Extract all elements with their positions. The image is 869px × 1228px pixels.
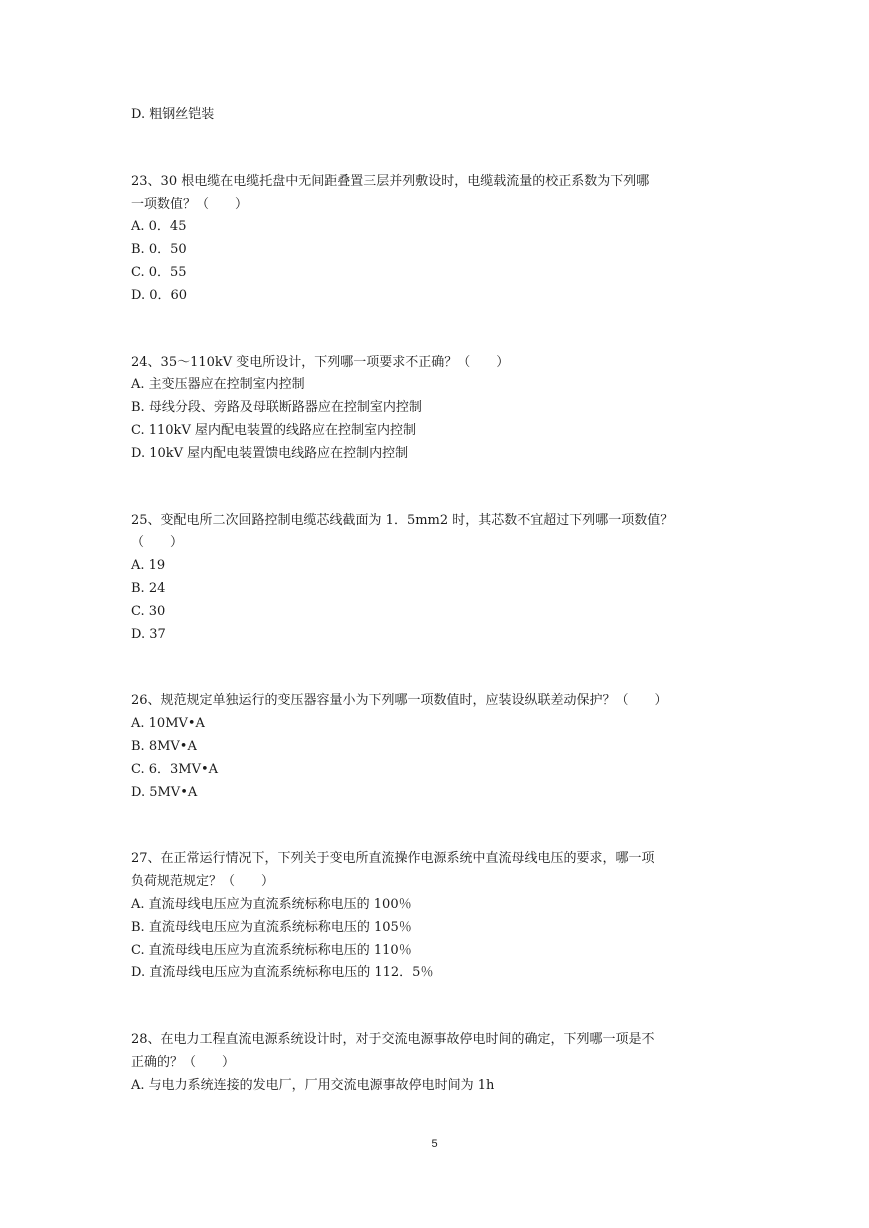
question-text: （ ） bbox=[131, 535, 184, 551]
option-line: B. 直流母线电压应为直流系统标称电压的 105％ bbox=[131, 919, 412, 935]
spacer bbox=[131, 466, 741, 510]
page-number: 5 bbox=[431, 1138, 438, 1150]
question-text: 负荷规范规定？（ ） bbox=[131, 874, 275, 890]
question-24 bbox=[131, 352, 741, 466]
option-line: C. 110kV 屋内配电装置的线路应在控制室内控制 bbox=[131, 422, 416, 438]
question-text: 28、在电力工程直流电源系统设计时，对于交流电源事故停电时间的确定，下列哪一项是不 bbox=[131, 1032, 655, 1048]
question-27 bbox=[131, 848, 741, 985]
option-line: D. 5MV•A bbox=[131, 784, 198, 800]
option-line: A. 直流母线电压应为直流系统标称电压的 100％ bbox=[131, 896, 412, 912]
option-line: A. 10MV•A bbox=[131, 716, 205, 732]
option-line: C. 6．3MV•A bbox=[131, 761, 219, 777]
spacer bbox=[131, 308, 741, 352]
option-line: D. 0．60 bbox=[131, 287, 188, 303]
option-line: A. 19 bbox=[131, 558, 166, 574]
option-line: A. 与电力系统连接的发电厂，厂用交流电源事故停电时间为 1h bbox=[131, 1077, 495, 1093]
question-text: 24、35～110kV 变电所设计，下列哪一项要求不正确？（ ） bbox=[131, 354, 510, 370]
option-line: C. 直流母线电压应为直流系统标称电压的 110％ bbox=[131, 942, 412, 958]
question-text: 正确的？（ ） bbox=[131, 1054, 236, 1070]
option-line: D. 37 bbox=[131, 626, 166, 642]
spacer bbox=[131, 985, 741, 1029]
question-text: 一项数值？（ ） bbox=[131, 196, 249, 212]
option-line: C. 0．55 bbox=[131, 264, 187, 280]
question-23 bbox=[131, 171, 741, 308]
question-text: 27、在正常运行情况下，下列关于变电所直流操作电源系统中直流母线电压的要求，哪一项 bbox=[131, 851, 655, 867]
option-line: C. 30 bbox=[131, 603, 166, 619]
option-line: B. 24 bbox=[131, 580, 166, 596]
option-line: D. 直流母线电压应为直流系统标称电压的 112．5％ bbox=[131, 965, 434, 981]
question-26 bbox=[131, 690, 741, 804]
option-line: B. 0．50 bbox=[131, 242, 187, 258]
question-25 bbox=[131, 510, 741, 647]
option-line: D. 10kV 屋内配电装置馈电线路应在控制内控制 bbox=[131, 445, 409, 461]
option-line: A. 0．45 bbox=[131, 219, 187, 235]
option-line: A. 主变压器应在控制室内控制 bbox=[131, 377, 305, 393]
document-body bbox=[131, 104, 741, 1098]
option-line: D. 粗钢丝铠装 bbox=[131, 107, 215, 122]
spacer bbox=[131, 804, 741, 848]
question-text: 26、规范规定单独运行的变压器容量小为下列哪一项数值时，应装设纵联差动保护？（ ） bbox=[131, 693, 668, 709]
spacer bbox=[131, 127, 741, 171]
question-28 bbox=[131, 1029, 741, 1097]
spacer bbox=[131, 646, 741, 690]
option-line: B. 母线分段、旁路及母联断路器应在控制室内控制 bbox=[131, 400, 422, 416]
question-text: 25、变配电所二次回路控制电缆芯线截面为 1．5mm2 时，其芯数不宜超过下列哪一项数值？ bbox=[131, 512, 674, 528]
option-line: B. 8MV•A bbox=[131, 738, 197, 754]
question-text: 23、30 根电缆在电缆托盘中无间距叠置三层并列敷设时，电缆载流量的校正系数为下列哪 bbox=[131, 173, 650, 189]
